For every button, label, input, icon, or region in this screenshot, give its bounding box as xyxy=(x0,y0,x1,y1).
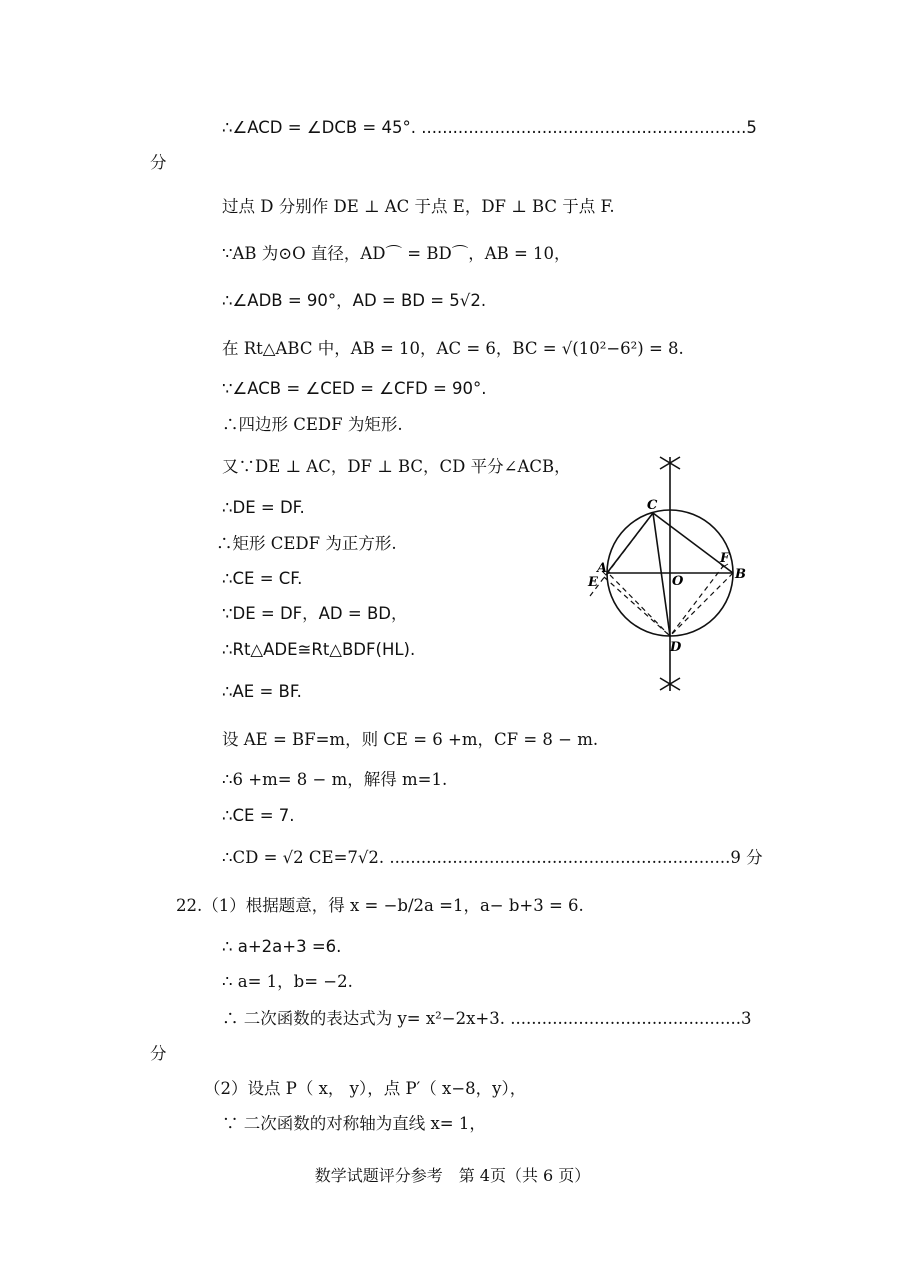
text-line-19: ∴CD = √2 CE=7√2. .................................................................9 分 xyxy=(222,848,763,867)
text-line-17: ∴6 +m= 8 − m，解得 m=1. xyxy=(222,770,448,789)
text-line-14: ∴Rt△ADE≅Rt△BDF(HL). xyxy=(222,640,416,659)
text-line-13: ∵DE = DF，AD = BD， xyxy=(222,604,408,623)
text-line-5: ∴∠ADB = 90°，AD = BD = 5√2. xyxy=(222,291,487,310)
label-d: D xyxy=(670,640,682,655)
text-line-2: 分 xyxy=(150,153,167,172)
text-line-11: ∴矩形 CEDF 为正方形. xyxy=(216,534,397,553)
text-line-20: 22.（1）根据题意，得 x = −b/2a =1，a− b+3 = 6. xyxy=(176,896,584,915)
text-line-6: 在 Rt△ABC 中，AB = 10，AC = 6，BC = √(10²−6²) = 8. xyxy=(222,339,684,358)
label-e: E xyxy=(588,575,598,590)
label-b: B xyxy=(735,567,746,582)
text-line-25: （2）设点 P（ x， y），点 P′（ x−8，y）， xyxy=(204,1079,527,1098)
text-line-22: ∴ a= 1，b= −2. xyxy=(222,972,353,991)
label-c: C xyxy=(647,498,658,513)
text-line-23: ∴ 二次函数的表达式为 y= x²−2x+3. ............................................3 xyxy=(222,1009,752,1028)
text-line-10: ∴DE = DF. xyxy=(222,498,305,517)
text-line-16: 设 AE = BF=m，则 CE = 6 +m，CF = 8 − m. xyxy=(222,730,599,749)
text-line-15: ∴AE = BF. xyxy=(222,682,302,701)
label-f: F xyxy=(720,551,730,566)
label-a: A xyxy=(597,561,608,576)
text-line-18: ∴CE = 7. xyxy=(222,806,295,825)
text-line-8: ∴四边形 CEDF 为矩形. xyxy=(222,415,403,434)
label-o: O xyxy=(672,574,684,589)
segment-ad xyxy=(610,575,670,636)
segment-cd xyxy=(653,513,670,636)
page-footer: 数学试题评分参考 第 4页（共 6 页） xyxy=(314,1166,591,1185)
text-line-4: ∵AB 为⊙O 直径，AD⌒ = BD⌒，AB = 10， xyxy=(222,244,571,263)
geometry-figure xyxy=(580,455,760,695)
text-line-26: ∵ 二次函数的对称轴为直线 x= 1， xyxy=(222,1114,486,1133)
text-line-9: 又∵DE ⊥ AC，DF ⊥ BC，CD 平分∠ACB， xyxy=(222,457,571,476)
text-line-21: ∴ a+2a+3 =6. xyxy=(222,937,342,956)
text-line-12: ∴CE = CF. xyxy=(222,569,303,588)
text-line-7: ∵∠ACB = ∠CED = ∠CFD = 90°. xyxy=(222,379,487,398)
text-line-1: ∴∠ACD = ∠DCB = 45°. ..............................................................5 xyxy=(222,118,757,137)
text-line-3: 过点 D 分别作 DE ⊥ AC 于点 E，DF ⊥ BC 于点 F. xyxy=(222,197,615,216)
text-line-24: 分 xyxy=(150,1044,167,1063)
